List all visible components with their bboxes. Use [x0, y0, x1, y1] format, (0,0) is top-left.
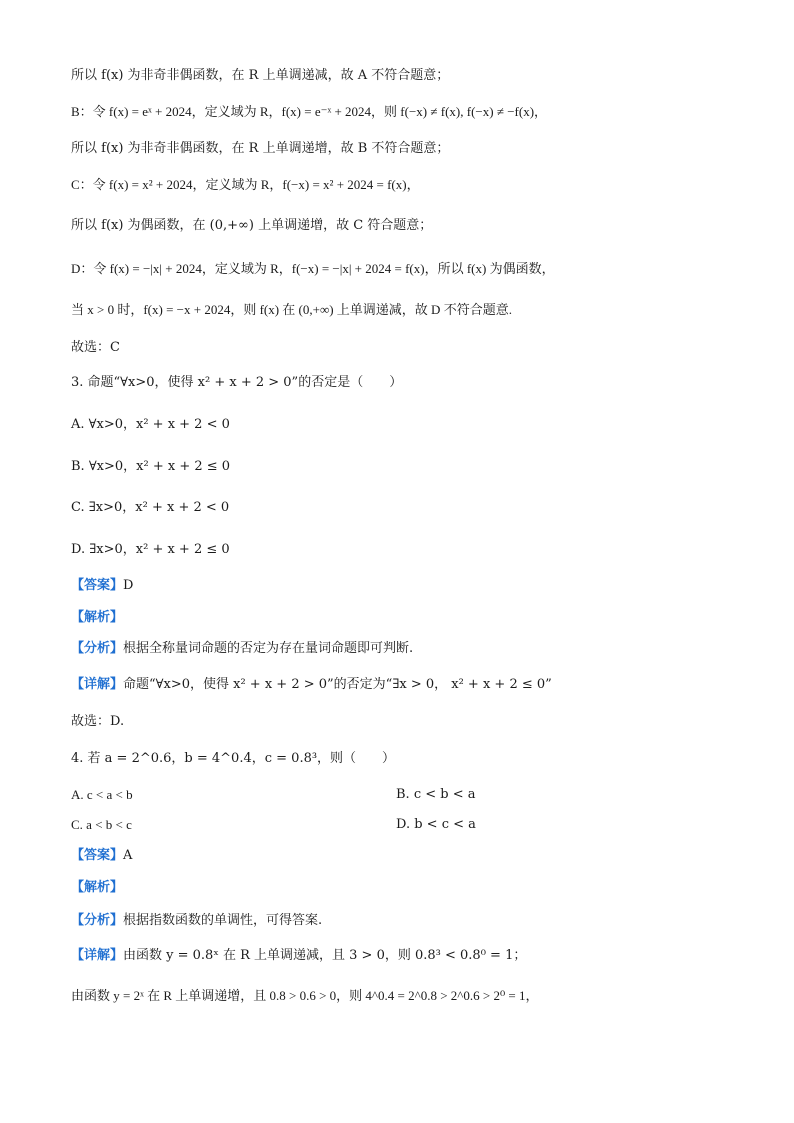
q3-fenxi-line: [71, 640, 413, 658]
q3-detail: 命题“∀x>0，使得 x² + x + 2 > 0”的否定为“∃x > 0， x² + x + 2 ≤ 0”: [123, 677, 552, 692]
q4-fenxi: 根据指数函数的单调性，可得答案.: [123, 913, 323, 928]
q3-answer: D: [123, 578, 134, 593]
q4-option-b: B. c < b < a: [396, 787, 476, 802]
q3-fenxi: 根据全称量词命题的否定为存在量词命题即可判断.: [123, 641, 414, 656]
fenxi-tag: 【分析】: [71, 913, 124, 928]
q4-answer-line: [71, 847, 132, 865]
q4-detail-2: 由函数 y = 2ˣ 在 R 上单调递增，且 0.8 > 0.6 > 0，则 4^0.4 = 2^0.8 > 2^0.6 > 2⁰ = 1，: [71, 988, 539, 1003]
line-8: 故选：C: [71, 340, 120, 355]
q4-fenxi-line: [71, 912, 322, 930]
line-7: 当 x > 0 时，f(x) = −x + 2024，则 f(x) 在 (0,+∞) 上单调递减，故 D 不符合题意.: [71, 302, 512, 317]
question-3: 3. 命题“∀x>0，使得 x² + x + 2 > 0”的否定是（ ）: [71, 375, 403, 390]
q4-option-d: D. b < c < a: [396, 817, 476, 832]
line-4: C：令 f(x) = x² + 2024，定义域为 R，f(−x) = x² + 2024 = f(x)，: [71, 177, 420, 192]
q4-option-a: A. c < a < b: [71, 787, 133, 802]
q3-option-c: C. ∃x>0，x² + x + 2 < 0: [71, 500, 230, 515]
q3-option-b: B. ∀x>0，x² + x + 2 ≤ 0: [71, 459, 231, 474]
line-3: 所以 f(x) 为非奇非偶函数，在 R 上单调递增，故 B 不符合题意；: [71, 141, 450, 156]
q3-option-d: D. ∃x>0，x² + x + 2 ≤ 0: [71, 542, 230, 557]
question-4: 4. 若 a = 2^0.6，b = 4^0.4，c = 0.8³，则（ ）: [71, 751, 396, 766]
q3-analysis-tag: 【解析】: [71, 610, 124, 625]
q3-conclusion: 故选：D.: [71, 714, 125, 729]
q4-answer: A: [123, 848, 133, 863]
line-6: D：令 f(x) = −|x| + 2024，定义域为 R，f(−x) = −|x| + 2024 = f(x)，所以 f(x) 为偶函数，: [71, 261, 555, 276]
answer-tag: 【答案】: [71, 578, 124, 593]
answer-tag: 【答案】: [71, 848, 124, 863]
line-2: B：令 f(x) = eˣ + 2024，定义域为 R，f(x) = e⁻ˣ + 2024，则 f(−x) ≠ f(x), f(−x) ≠ −f(x)，: [71, 104, 548, 119]
q3-detail-line: [71, 676, 552, 694]
line-1: 所以 f(x) 为非奇非偶函数，在 R 上单调递减，故 A 不符合题意；: [71, 68, 450, 83]
fenxi-tag: 【分析】: [71, 641, 124, 656]
detail-tag: 【详解】: [71, 948, 124, 963]
q4-detail-1: 由函数 y = 0.8ˣ 在 R 上单调递减，且 3 > 0，则 0.8³ < 0.8⁰ = 1；: [123, 948, 527, 963]
q4-detail-line: [71, 947, 526, 965]
line-5: 所以 f(x) 为偶函数，在 (0,+∞) 上单调递增，故 C 符合题意；: [71, 218, 433, 233]
q3-option-a: A. ∀x>0，x² + x + 2 < 0: [71, 417, 230, 432]
q4-analysis-tag: 【解析】: [71, 880, 124, 895]
q3-answer-line: [71, 577, 133, 595]
detail-tag: 【详解】: [71, 677, 124, 692]
q4-option-c: C. a < b < c: [71, 817, 132, 832]
